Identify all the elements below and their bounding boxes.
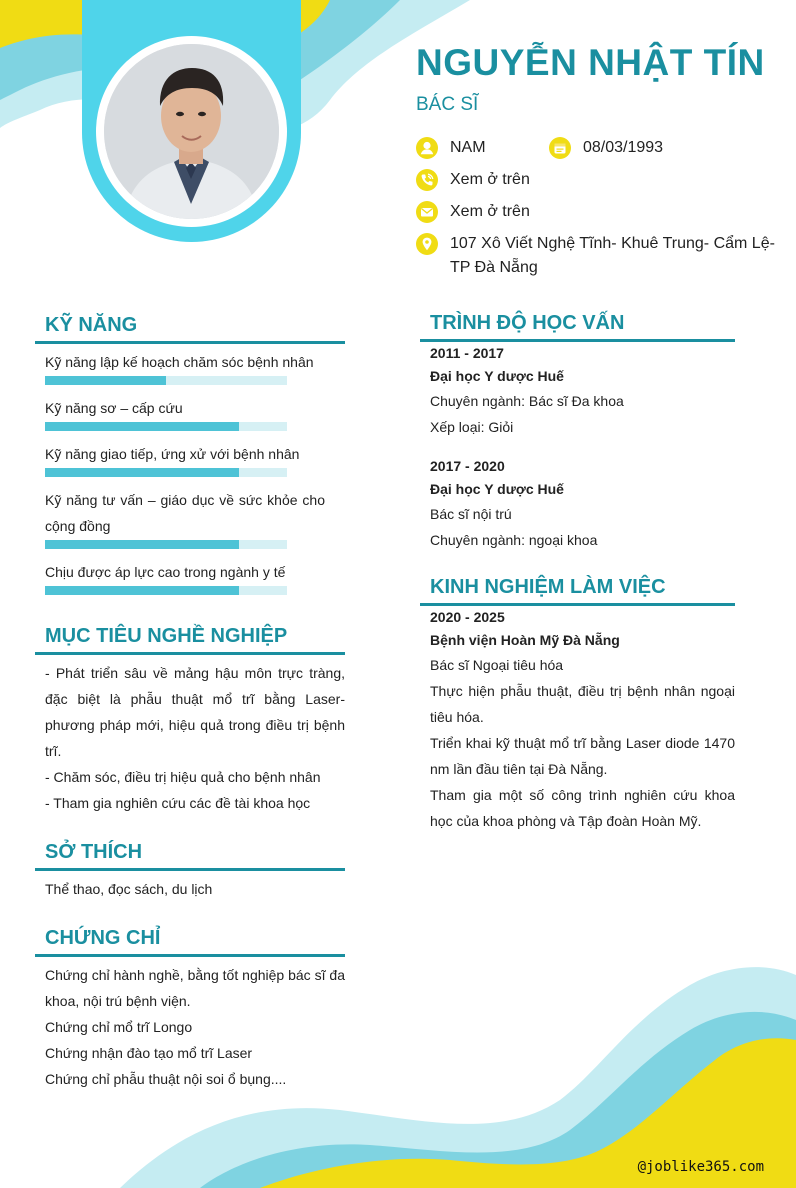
- education-detail: Chuyên ngành: Bác sĩ Đa khoa: [430, 393, 624, 409]
- experience-detail: Thực hiện phẫu thuật, điều trị bệnh nhân ngoại tiêu hóa.: [430, 683, 735, 725]
- education-detail: Bác sĩ nội trú: [430, 506, 512, 522]
- gender-row: [416, 137, 486, 160]
- objective-heading: MỤC TIÊU NGHỀ NGHIỆP: [35, 625, 345, 655]
- education-school: Đại học Y dược Huế: [430, 481, 564, 497]
- education-detail: Chuyên ngành: ngoại khoa: [430, 532, 598, 548]
- certificate-item: Chứng nhận đào tạo mổ trĩ Laser: [45, 1045, 253, 1061]
- experience-period: 2020 - 2025: [430, 609, 505, 625]
- certificate-item: Chứng chỉ hành nghề, bằng tốt nghiệp bác sĩ đa khoa, nội trú bệnh viện.: [45, 967, 345, 1009]
- objective-text: [45, 660, 345, 816]
- skill-name: Chịu được áp lực cao trong ngành y tế: [45, 564, 286, 580]
- experience-entry: [430, 606, 735, 834]
- certificate-item: Chứng chỉ phẫu thuật nội soi ổ bụng....: [45, 1071, 287, 1087]
- email-icon: [416, 201, 438, 223]
- dob-value: 08/03/1993: [583, 139, 664, 156]
- skill-name-line-1: Kỹ năng tư vấn – giáo dục về sức khỏe cho: [45, 492, 325, 508]
- experience-detail: Triển khai kỹ thuật mổ trĩ bằng Laser diode 1470 nm lần đầu tiên tại Đà Nẵng.: [430, 735, 735, 777]
- experience-company: Bệnh viện Hoàn Mỹ Đà Nẵng: [430, 632, 620, 648]
- profile-photo: [104, 44, 279, 219]
- experience-heading: KINH NGHIỆM LÀM VIỆC: [420, 576, 735, 606]
- skill-name: Kỹ năng lập kế hoạch chăm sóc bệnh nhân: [45, 354, 314, 370]
- location-icon: [416, 233, 438, 255]
- skill-name-line-2: cộng đồng: [45, 518, 111, 534]
- address-row: [416, 233, 775, 280]
- objective-line: - Chăm sóc, điều trị hiệu quả cho bệnh nhân: [45, 769, 321, 785]
- user-icon: [416, 137, 438, 159]
- calendar-icon: [549, 137, 571, 159]
- candidate-name: NGUYỄN NHẬT TÍN: [416, 42, 765, 83]
- skill-bar-fill: [45, 376, 166, 385]
- education-school: Đại học Y dược Huế: [430, 368, 564, 384]
- education-heading: TRÌNH ĐỘ HỌC VẤN: [420, 312, 735, 342]
- skill-name: Kỹ năng giao tiếp, ứng xử với bệnh nhân: [45, 446, 300, 462]
- skill-bar-track: [45, 468, 287, 477]
- hobbies-text: Thể thao, đọc sách, du lịch: [45, 881, 213, 897]
- phone-row: [416, 169, 530, 192]
- certificate-item: Chứng chỉ mổ trĩ Longo: [45, 1019, 193, 1035]
- education-entry: [430, 342, 735, 440]
- skill-bar-fill: [45, 586, 239, 595]
- address-value: [450, 232, 775, 280]
- certificates-list: [45, 962, 345, 1092]
- skill-bar-fill: [45, 540, 239, 549]
- skill-bar-track: [45, 376, 287, 385]
- education-detail: Xếp loại: Giỏi: [430, 419, 514, 435]
- certificates-heading: CHỨNG CHỈ: [35, 927, 345, 957]
- email-row: [416, 201, 530, 224]
- education-entry: [430, 455, 735, 553]
- skill-bar-track: [45, 540, 287, 549]
- education-period: 2017 - 2020: [430, 458, 505, 474]
- hobbies-heading: SỞ THÍCH: [35, 841, 345, 871]
- objective-line: - Tham gia nghiên cứu các đề tài khoa học: [45, 795, 311, 811]
- gender-value: NAM: [450, 139, 486, 156]
- skills-heading: KỸ NĂNG: [35, 314, 345, 344]
- dob-row: [549, 137, 663, 160]
- address-line-2: TP Đà Nẵng: [450, 259, 538, 276]
- phone-icon: [416, 169, 438, 191]
- objective-line: - Phát triển sâu về mảng hậu môn trực tràng, đặc biệt là phẫu thuật mổ trĩ bằng Laser-phương pháp mới, hiệu quả trong điều trị bệnh trĩ.: [45, 665, 345, 759]
- skill-bar-track: [45, 422, 287, 431]
- candidate-title: BÁC SĨ: [416, 94, 479, 115]
- email-value: Xem ở trên: [450, 203, 530, 220]
- experience-detail: Tham gia một số công trình nghiên cứu khoa học của khoa phòng và Tập đoàn Hoàn Mỹ.: [430, 787, 735, 829]
- experience-detail: Bác sĩ Ngoại tiêu hóa: [430, 657, 564, 673]
- skill-bar-fill: [45, 468, 239, 477]
- education-period: 2011 - 2017: [430, 345, 504, 361]
- skill-bar-track: [45, 586, 287, 595]
- footer-watermark[interactable]: @joblike365.com: [637, 1159, 764, 1175]
- address-line-1: 107 Xô Viết Nghệ Tĩnh- Khuê Trung- Cẩm Lệ-: [450, 235, 775, 252]
- phone-value: Xem ở trên: [450, 171, 530, 188]
- skill-bar-fill: [45, 422, 239, 431]
- skill-name: Kỹ năng sơ – cấp cứu: [45, 400, 183, 416]
